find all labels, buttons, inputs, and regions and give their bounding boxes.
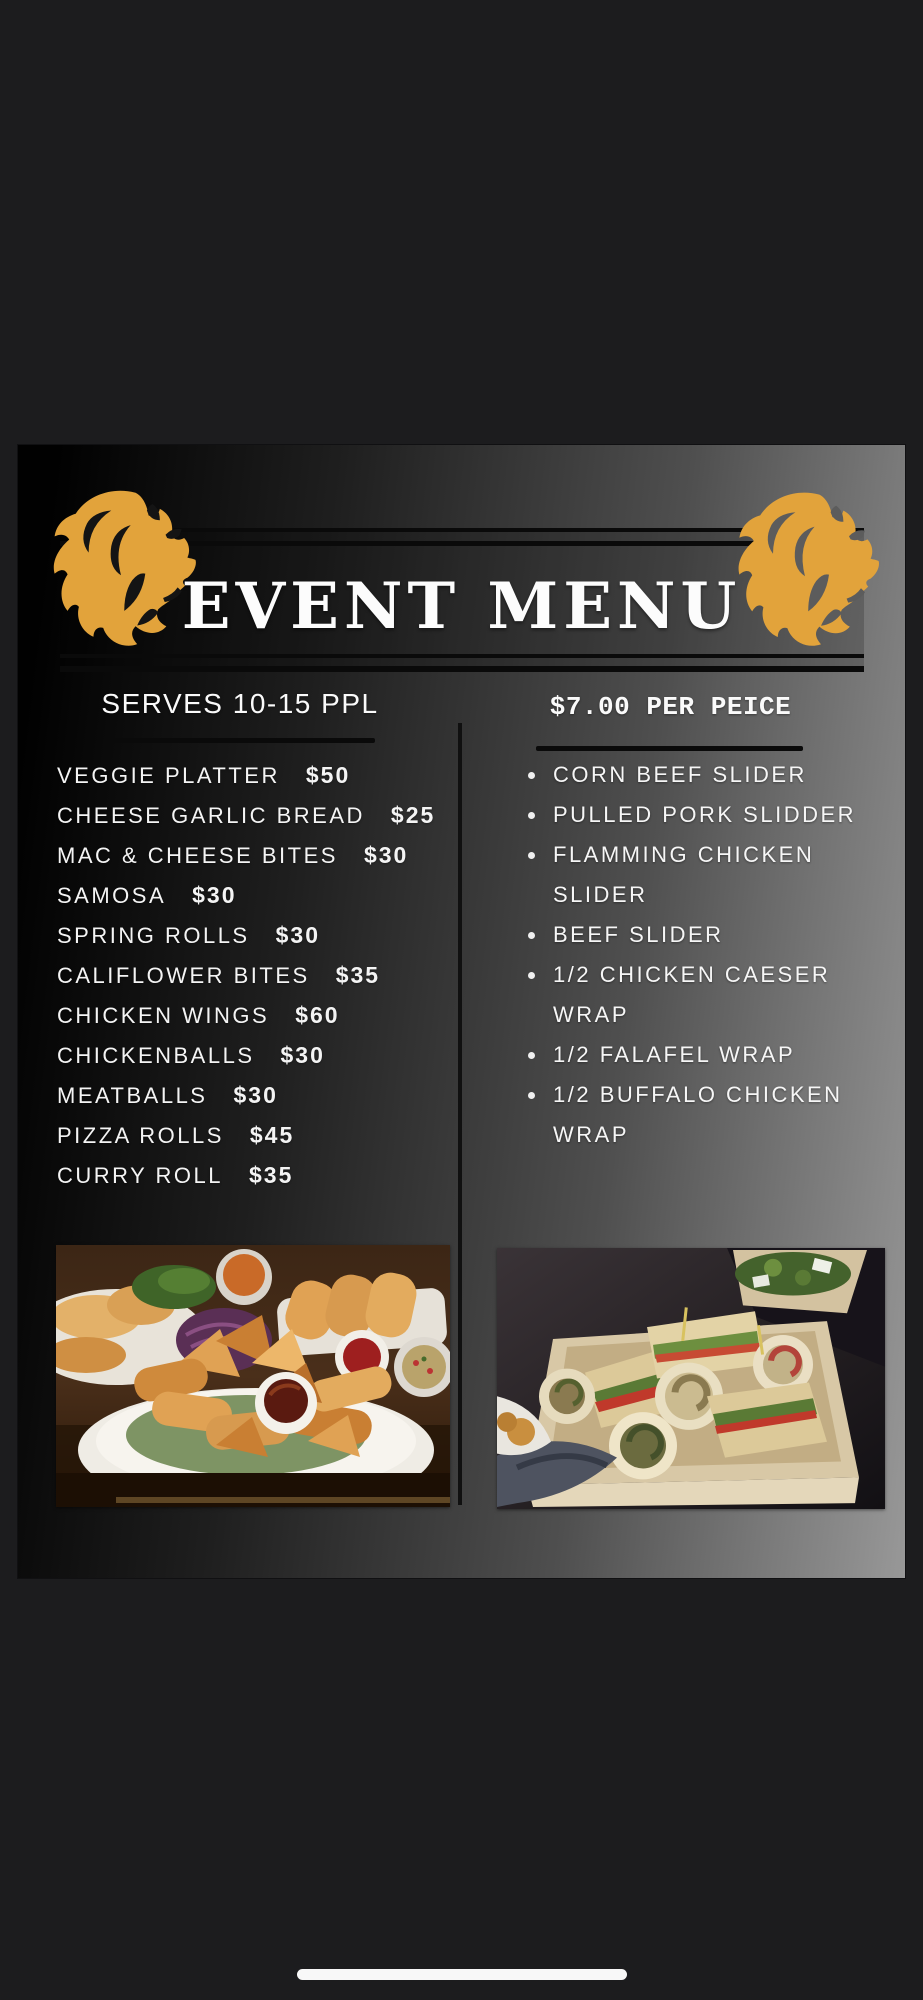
- menu-item-row: [57, 915, 477, 955]
- menu-item-name: CALIFLOWER BITES: [57, 963, 310, 988]
- home-indicator[interactable]: [297, 1969, 627, 1980]
- menu-item-price: $60: [295, 1002, 340, 1028]
- menu-item-price: $35: [335, 962, 381, 988]
- right-heading-underline: [536, 746, 803, 751]
- right-section-heading: $7.00 PER PEICE: [549, 692, 792, 722]
- menu-item-name: SAMOSA: [57, 883, 167, 908]
- menu-bullet-item: 1/2 FALAFEL WRAP: [518, 1035, 868, 1075]
- menu-item-price: $30: [275, 922, 320, 948]
- menu-item-name: MAC & CHEESE BITES: [57, 843, 338, 868]
- menu-item-row: [57, 955, 477, 995]
- event-menu-poster: [18, 445, 905, 1578]
- menu-item-row: [57, 1035, 477, 1075]
- menu-item-name: PIZZA ROLLS: [57, 1123, 224, 1148]
- menu-item-price: $30: [363, 842, 409, 868]
- slider-wrap-list: [518, 755, 868, 1155]
- menu-item-name: VEGGIE PLATTER: [57, 763, 280, 788]
- appetizer-platter-photo: [56, 1245, 450, 1507]
- menu-item-price: $45: [249, 1122, 295, 1148]
- priced-items-list: [57, 755, 477, 1195]
- menu-item-name: SPRING ROLLS: [57, 923, 250, 948]
- menu-item-row: [57, 1115, 477, 1155]
- menu-bullet-item: FLAMMING CHICKEN SLIDER: [518, 835, 868, 915]
- menu-item-row: [57, 795, 477, 835]
- menu-bullet-item: PULLED PORK SLIDDER: [518, 795, 868, 835]
- menu-item-price: $30: [280, 1042, 325, 1068]
- menu-item-name: CHICKEN WINGS: [57, 1003, 270, 1028]
- menu-bullet-item: CORN BEEF SLIDER: [518, 755, 868, 795]
- menu-item-name: CHICKENBALLS: [57, 1043, 255, 1068]
- poster-title: EVENT MENU: [181, 569, 742, 644]
- left-section-heading: SERVES 10-15 PPL: [101, 688, 379, 719]
- menu-item-row: [57, 995, 477, 1035]
- menu-item-price: $30: [192, 882, 237, 908]
- menu-item-row: [57, 875, 477, 915]
- menu-item-price: $35: [249, 1162, 294, 1188]
- menu-item-name: MEATBALLS: [57, 1083, 208, 1108]
- menu-item-row: [57, 1075, 477, 1115]
- menu-item-name: CHEESE GARLIC BREAD: [57, 803, 365, 828]
- left-heading-underline: [105, 738, 375, 743]
- menu-bullet-item: 1/2 CHICKEN CAESER WRAP: [518, 955, 868, 1035]
- lion-logo-icon: [725, 485, 885, 653]
- lion-logo-icon: [40, 483, 202, 653]
- title-rule-bottom-1: [60, 654, 864, 658]
- menu-item-name: CURRY ROLL: [57, 1163, 224, 1188]
- menu-item-row: [57, 755, 477, 795]
- menu-bullet-item: BEEF SLIDER: [518, 915, 868, 955]
- menu-bullet-item: 1/2 BUFFALO CHICKEN WRAP: [518, 1075, 868, 1155]
- menu-item-price: $25: [390, 802, 436, 828]
- menu-item-row: [57, 1155, 477, 1195]
- wraps-tray-photo: [497, 1248, 885, 1509]
- menu-item-row: [57, 835, 477, 875]
- title-rule-bottom-2: [60, 666, 864, 672]
- menu-item-price: $50: [305, 762, 351, 788]
- menu-item-price: $30: [233, 1082, 278, 1108]
